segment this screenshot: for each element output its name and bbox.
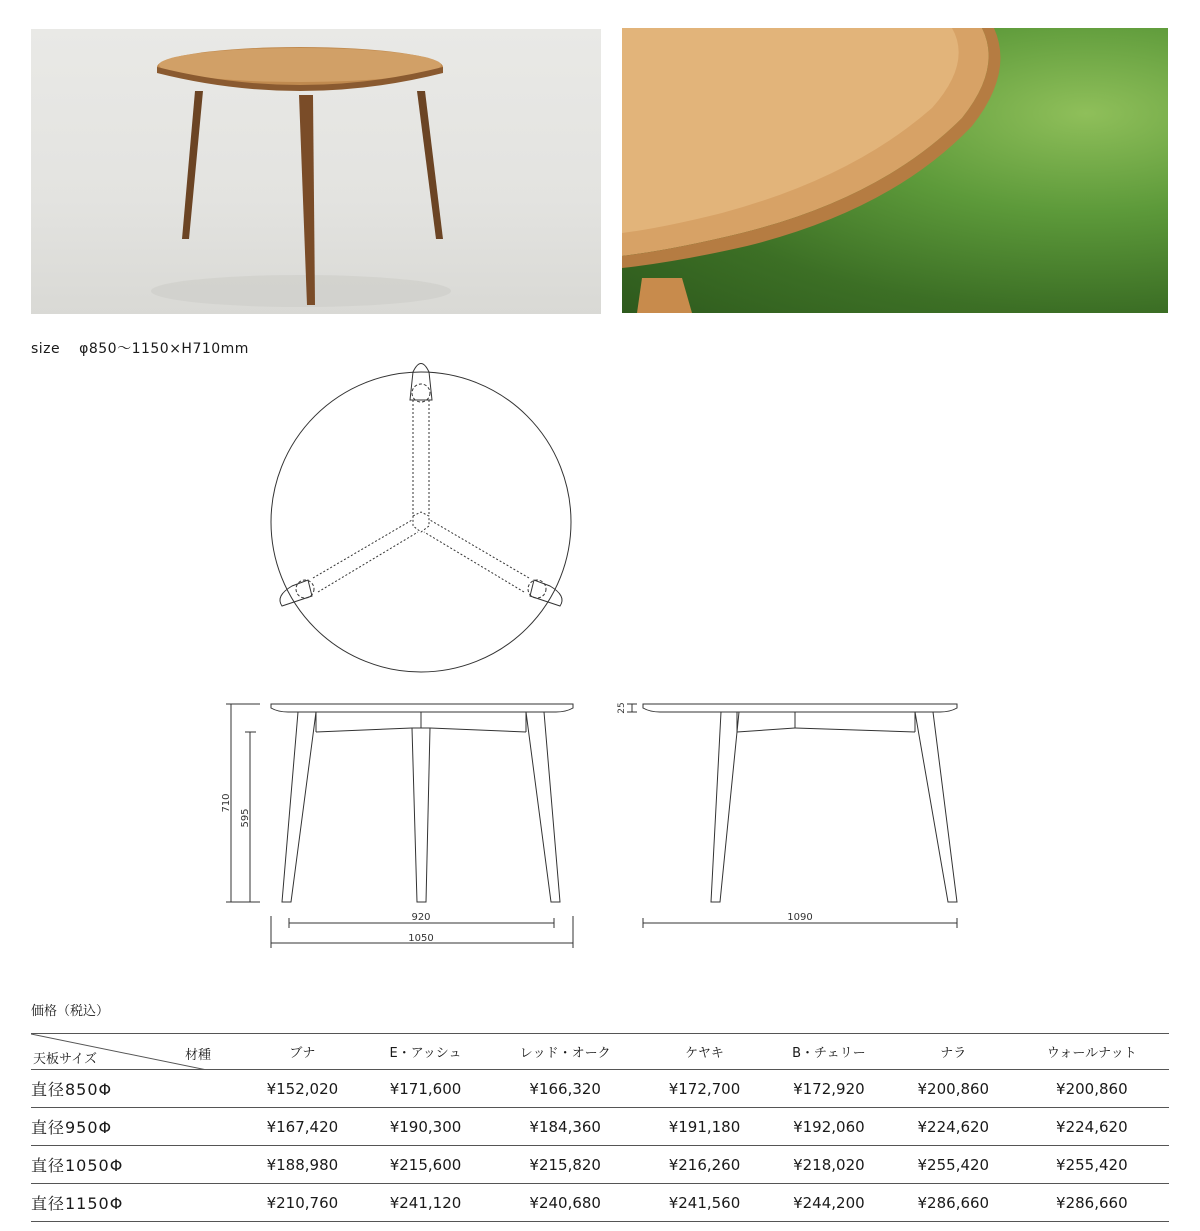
front-view (271, 704, 573, 902)
dim-height-595: 595 (240, 808, 251, 828)
price-cell: ¥171,600 (364, 1070, 488, 1108)
top-leg-outline (410, 364, 432, 401)
price-cell: ¥255,420 (892, 1146, 1015, 1184)
price-table (31, 1033, 1169, 1222)
price-cell: ¥286,660 (1015, 1184, 1169, 1222)
price-cell: ¥224,620 (892, 1108, 1015, 1146)
price-cell: ¥200,860 (892, 1070, 1015, 1108)
table-row (31, 1070, 1169, 1108)
corner-label-material: 材種 (184, 1048, 211, 1063)
price-cell: ¥190,300 (364, 1108, 488, 1146)
col-header-b-cherry: B・チェリー (766, 1034, 892, 1070)
col-header-buna: ブナ (241, 1034, 364, 1070)
col-header-nara: ナラ (892, 1034, 1015, 1070)
price-cell: ¥240,680 (487, 1184, 643, 1222)
table-row (31, 1108, 1169, 1146)
product-photo-closeup (622, 28, 1168, 313)
price-cell: ¥210,760 (241, 1184, 364, 1222)
row-size: 直径1050Φ (31, 1146, 241, 1184)
row-size: 直径1150Φ (31, 1184, 241, 1222)
price-cell: ¥184,360 (487, 1108, 643, 1146)
price-cell: ¥152,020 (241, 1070, 364, 1108)
price-cell: ¥241,120 (364, 1184, 488, 1222)
top-view (271, 364, 571, 673)
price-cell: ¥244,200 (766, 1184, 892, 1222)
table-row (31, 1184, 1169, 1222)
price-title: 価格（税込） (31, 1004, 110, 1019)
dim-width-1090: 1090 (787, 912, 813, 923)
price-cell: ¥216,260 (643, 1146, 766, 1184)
closeup-photo-illustration (622, 28, 1168, 313)
table-photo-illustration (31, 29, 601, 314)
price-cell: ¥241,560 (643, 1184, 766, 1222)
price-cell: ¥215,820 (487, 1146, 643, 1184)
price-cell: ¥167,420 (241, 1108, 364, 1146)
price-cell: ¥218,020 (766, 1146, 892, 1184)
price-table-header (31, 1034, 1169, 1070)
corner-label-size: 天板サイズ (33, 1052, 97, 1067)
price-cell: ¥215,600 (364, 1146, 488, 1184)
price-cell: ¥191,180 (643, 1108, 766, 1146)
price-cell: ¥286,660 (892, 1184, 1015, 1222)
dim-thickness-25: 25 (617, 702, 627, 714)
col-header-keyaki: ケヤキ (643, 1034, 766, 1070)
row-size: 直径950Φ (31, 1108, 241, 1146)
dim-height-710: 710 (221, 793, 232, 813)
size-value: φ850〜1150×H710mm (79, 341, 249, 357)
price-cell: ¥224,620 (1015, 1108, 1169, 1146)
size-label: size (31, 341, 61, 357)
price-cell: ¥255,420 (1015, 1146, 1169, 1184)
price-cell: ¥166,320 (487, 1070, 643, 1108)
price-cell: ¥172,700 (643, 1070, 766, 1108)
dim-width-920: 920 (411, 912, 431, 923)
col-header-e-ash: E・アッシュ (364, 1034, 488, 1070)
side-dimensions (627, 704, 957, 928)
technical-drawing (0, 350, 1200, 960)
price-cell: ¥188,980 (241, 1146, 364, 1184)
col-header-red-oak: レッド・オーク (487, 1034, 643, 1070)
col-header-walnut: ウォールナット (1015, 1034, 1169, 1070)
price-cell: ¥172,920 (766, 1070, 892, 1108)
table-corner-cell (31, 1034, 241, 1070)
dim-width-1050: 1050 (408, 933, 434, 944)
row-size: 直径850Φ (31, 1070, 241, 1108)
top-view-circle (271, 372, 571, 672)
side-view (643, 704, 957, 902)
price-cell: ¥192,060 (766, 1108, 892, 1146)
price-cell: ¥200,860 (1015, 1070, 1169, 1108)
table-row (31, 1146, 1169, 1184)
product-photo-table (31, 29, 601, 314)
front-dimensions (226, 704, 573, 948)
